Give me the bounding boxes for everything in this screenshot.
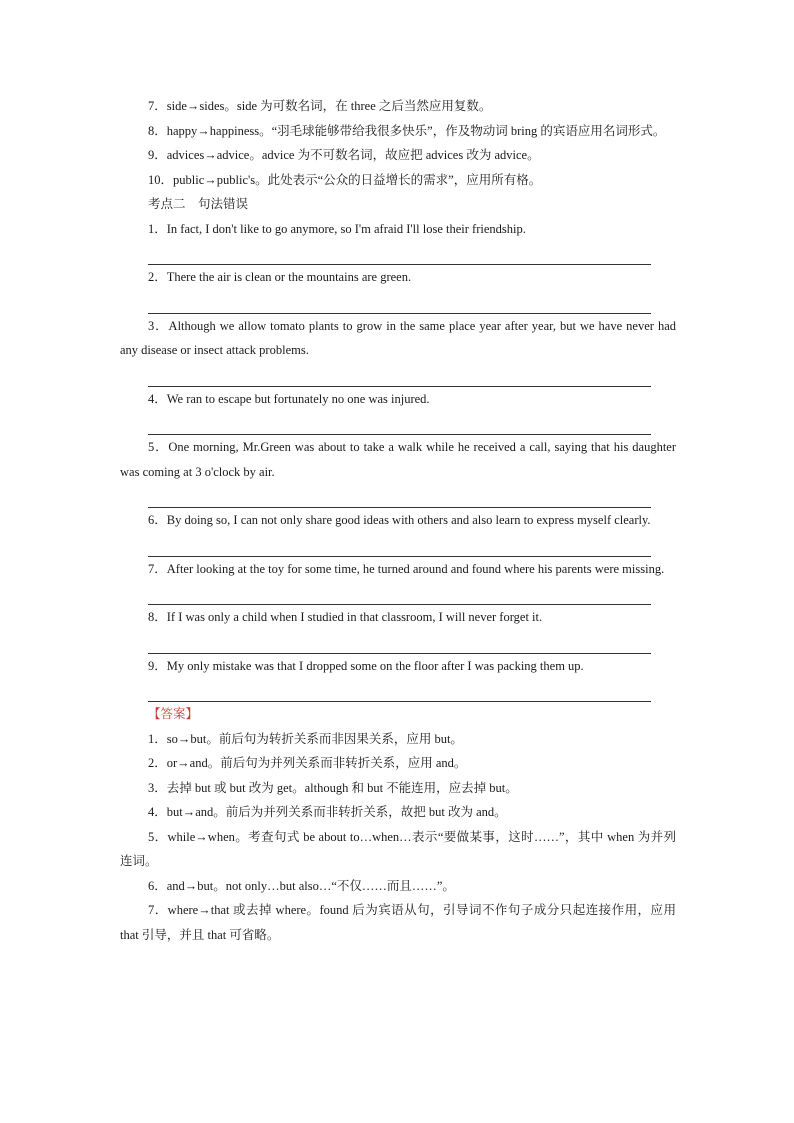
answer-4: 4．but→and。前后为并列关系而非转折关系，故把 but 改为 and。 (148, 805, 507, 819)
section-heading: 考点二 句法错误 (148, 196, 249, 211)
answer-blank-3[interactable] (148, 363, 651, 387)
question-6: 6．By doing so, I can not only share good ideas with others and also learn to express myself clearly. (148, 513, 651, 527)
answer-label: 【答案】 (148, 706, 199, 721)
question-7: 7．After looking at the toy for some time, he turned around and found where his parents were missing. (148, 561, 665, 576)
question-1: 1．In fact, I don't like to go anymore, so I'm afraid I'll lose their friendship. (148, 221, 526, 236)
question-9: 9．My only mistake was that I dropped some on the floor after I was packing them up. (148, 658, 584, 673)
answer-5: 5．while→when。考查句式 be about to…when…表示“要做某事，这时……”，其中 when 为并列连词。 (120, 829, 676, 868)
answer-blank-8[interactable] (148, 630, 651, 654)
answer-1: 1．so→but。前后句为转折关系而非因果关系，应用 but。 (148, 731, 463, 746)
answer-blank-6[interactable] (148, 533, 651, 557)
part1-answer-9: 9．advices→advice。advice 为不可数名词，故应把 advices 改为 advice。 (148, 148, 540, 162)
part1-answer-7: 7．side→sides。side 为可数名词，在 three 之后当然应用复数。 (148, 99, 492, 113)
page-content (120, 94, 676, 947)
question-3: 3．Although we allow tomato plants to grow in the same place year after year, but we have never had any disease or insect attack problems. (120, 318, 676, 357)
answer-6: 6．and→but。not only…but also…“不仅……而且……”。 (148, 878, 455, 893)
part1-answer-8: 8．happy→happiness。“羽毛球能够带给我很多快乐”，作及物动词 bring 的宾语应用名词形式。 (148, 123, 666, 138)
answer-blank-7[interactable] (148, 581, 651, 605)
answer-blank-4[interactable] (148, 411, 651, 435)
answer-blank-5[interactable] (148, 484, 651, 508)
question-4: 4．We ran to escape but fortunately no one was injured. (148, 391, 430, 406)
answer-blank-2[interactable] (148, 290, 651, 314)
part1-answer-10: 10．public→public's。此处表示“公众的日益增长的需求”，应用所有格。 (148, 172, 542, 187)
question-8: 8．If I was only a child when I studied in that classroom, I will never forget it. (148, 610, 543, 624)
answer-7: 7．where→that 或去掉 where。found 后为宾语从句，引导词不作句子成分只起连接作用，应用 that 引导，并且 that 可省略。 (120, 903, 676, 942)
answer-blank-9[interactable] (148, 678, 651, 702)
question-2: 2．There the air is clean or the mountains are green. (148, 270, 412, 284)
question-5: 5．One morning, Mr.Green was about to take a walk while he received a call, saying that his daughter was coming at 3 o'clock by air. (120, 440, 676, 479)
answer-3: 3．去掉 but 或 but 改为 get。although 和 but 不能连用，应去掉 but。 (148, 780, 518, 795)
answer-2: 2．or→and。前后句为并列关系而非转折关系，应用 and。 (148, 756, 467, 770)
answer-blank-1[interactable] (148, 241, 651, 265)
